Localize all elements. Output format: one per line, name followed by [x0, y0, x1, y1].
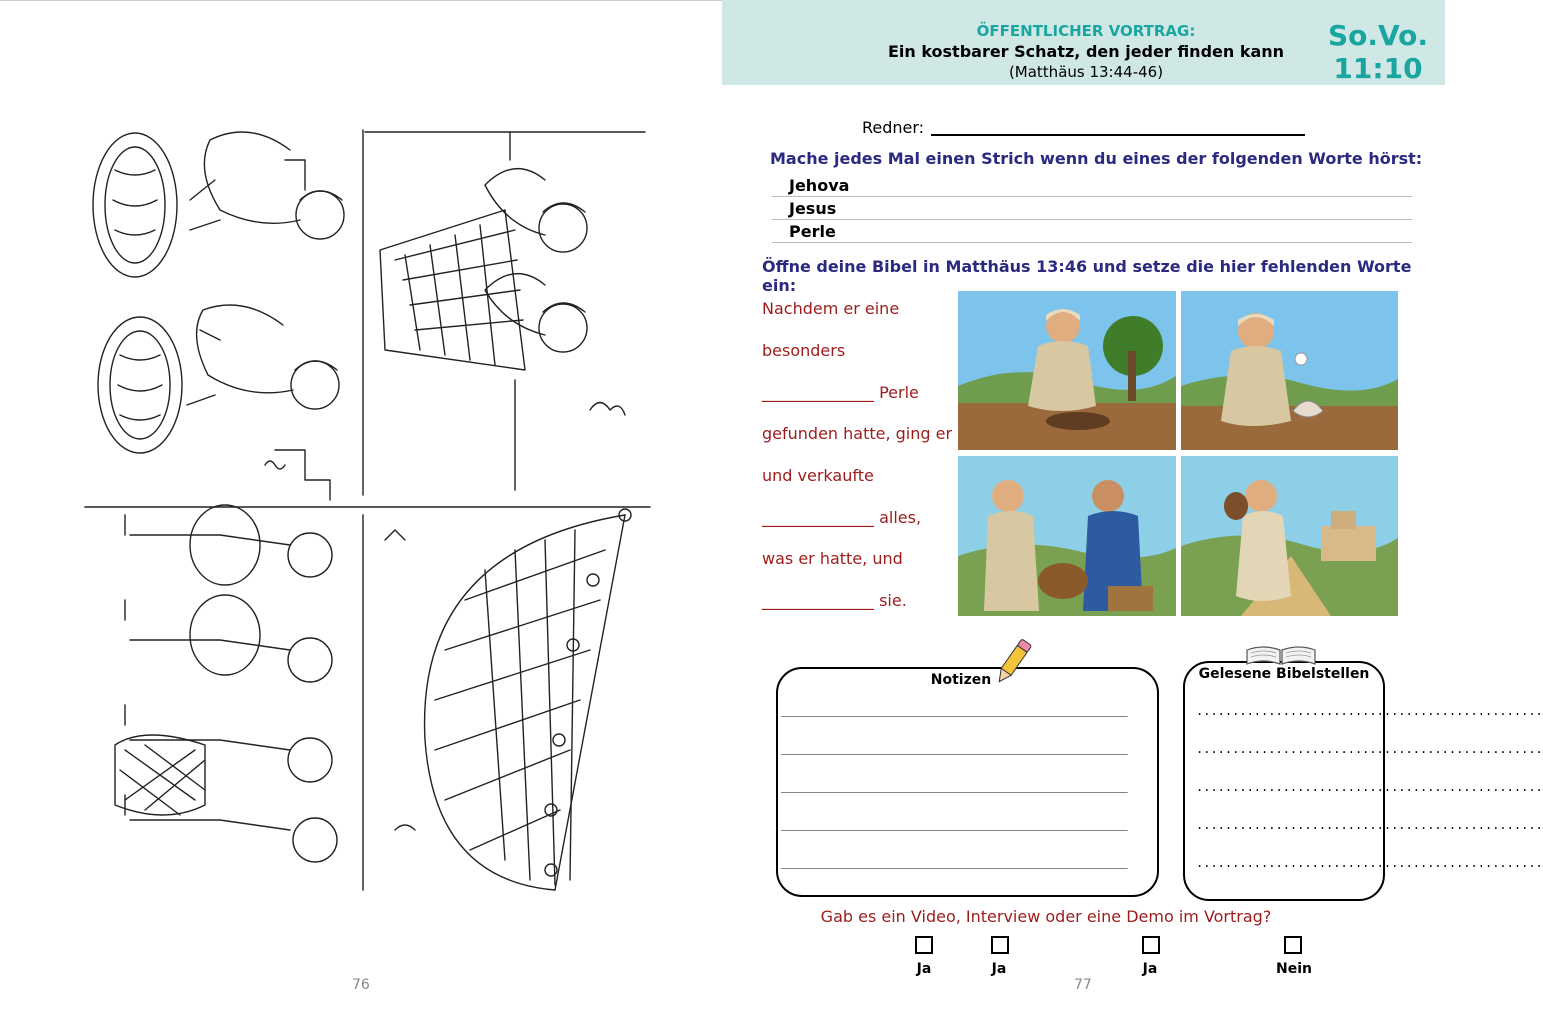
pencil-icon — [990, 636, 1036, 688]
checkbox-ja-2[interactable] — [991, 936, 1009, 954]
men-pulling-net-scene — [365, 132, 645, 490]
picture-man-walks-away — [1181, 456, 1398, 616]
checkbox-ja-3[interactable] — [1142, 936, 1160, 954]
left-page-number: 76 — [352, 977, 370, 993]
coloring-illustration — [85, 120, 650, 895]
notes-line[interactable]: ________________________________________________ — [781, 779, 1128, 793]
tally-word: Jesus — [789, 199, 837, 218]
picture-man-finds-pearl — [1181, 291, 1398, 450]
talk-title: Ein kostbarer Schatz, den jeder finden kann — [887, 42, 1285, 61]
tally-word: Perle — [789, 222, 836, 241]
scripture-line[interactable]: ................................................ — [1196, 704, 1543, 718]
notes-title: Notizen — [930, 672, 992, 688]
talk-reference: (Matthäus 13:44-46) — [1008, 63, 1164, 81]
tally-instruction: Mache jedes Mal einen Strich wenn du eines der folgenden Worte hörst: — [770, 149, 1423, 168]
checkbox-ja-1[interactable] — [915, 936, 933, 954]
big-net-scene — [385, 509, 631, 890]
option-label: Nein — [1276, 961, 1312, 977]
option-label: Ja — [991, 961, 1007, 977]
talk-kind: ÖFFENTLICHER VORTRAG: — [976, 22, 1196, 40]
notes-line[interactable]: ________________________________________________ — [781, 855, 1128, 869]
verse-blank-line[interactable]: ______________ sie. — [762, 591, 907, 610]
speaker-write-line[interactable] — [931, 134, 1305, 136]
session-day: So.Vo. — [1327, 19, 1429, 52]
scripture-line[interactable]: ................................................ — [1196, 818, 1543, 832]
scripture-line[interactable]: ................................................ — [1196, 742, 1543, 756]
verse-line: was er hatte, und — [762, 549, 903, 568]
open-bible-icon — [1243, 642, 1319, 666]
speaker-label: Redner: — [862, 118, 925, 137]
bible-instruction: Öffne deine Bibel in Matthäus 13:46 und setze die hier fehlenden Worte ein: — [762, 257, 1412, 295]
media-question: Gab es ein Video, Interview oder eine Demo im Vortrag? — [820, 907, 1272, 926]
picture-man-digging — [958, 291, 1176, 450]
checkbox-nein[interactable] — [1284, 936, 1302, 954]
option-label: Ja — [1142, 961, 1158, 977]
scripture-line[interactable]: ................................................ — [1196, 856, 1543, 870]
verse-blank-line[interactable]: ______________ Perle — [762, 383, 919, 402]
verse-line: gefunden hatte, ging er — [762, 424, 953, 443]
notes-line[interactable]: ________________________________________________ — [781, 817, 1128, 831]
fishermen-baskets-scene — [93, 132, 344, 500]
tally-row[interactable] — [772, 174, 1412, 197]
right-page-number: 77 — [1074, 977, 1092, 993]
verse-line: und verkaufte — [762, 466, 874, 485]
verse-line: Nachdem er eine — [762, 299, 900, 318]
picture-man-trades — [958, 456, 1176, 616]
tally-row[interactable] — [772, 220, 1412, 243]
verse-blank-line[interactable]: ______________ alles, — [762, 508, 922, 527]
notes-line[interactable]: ________________________________________________ — [781, 741, 1128, 755]
scripture-line[interactable]: ................................................ — [1196, 780, 1543, 794]
notes-line[interactable]: ________________________________________________ — [781, 703, 1128, 717]
men-sorting-fish-scene — [115, 505, 337, 862]
option-label: Ja — [916, 961, 932, 977]
tally-word: Jehova — [789, 176, 850, 195]
scriptures-title: Gelesene Bibelstellen — [1198, 666, 1370, 682]
verse-line: besonders — [762, 341, 846, 360]
session-time: 11:10 — [1333, 52, 1423, 85]
tally-row[interactable] — [772, 197, 1412, 220]
